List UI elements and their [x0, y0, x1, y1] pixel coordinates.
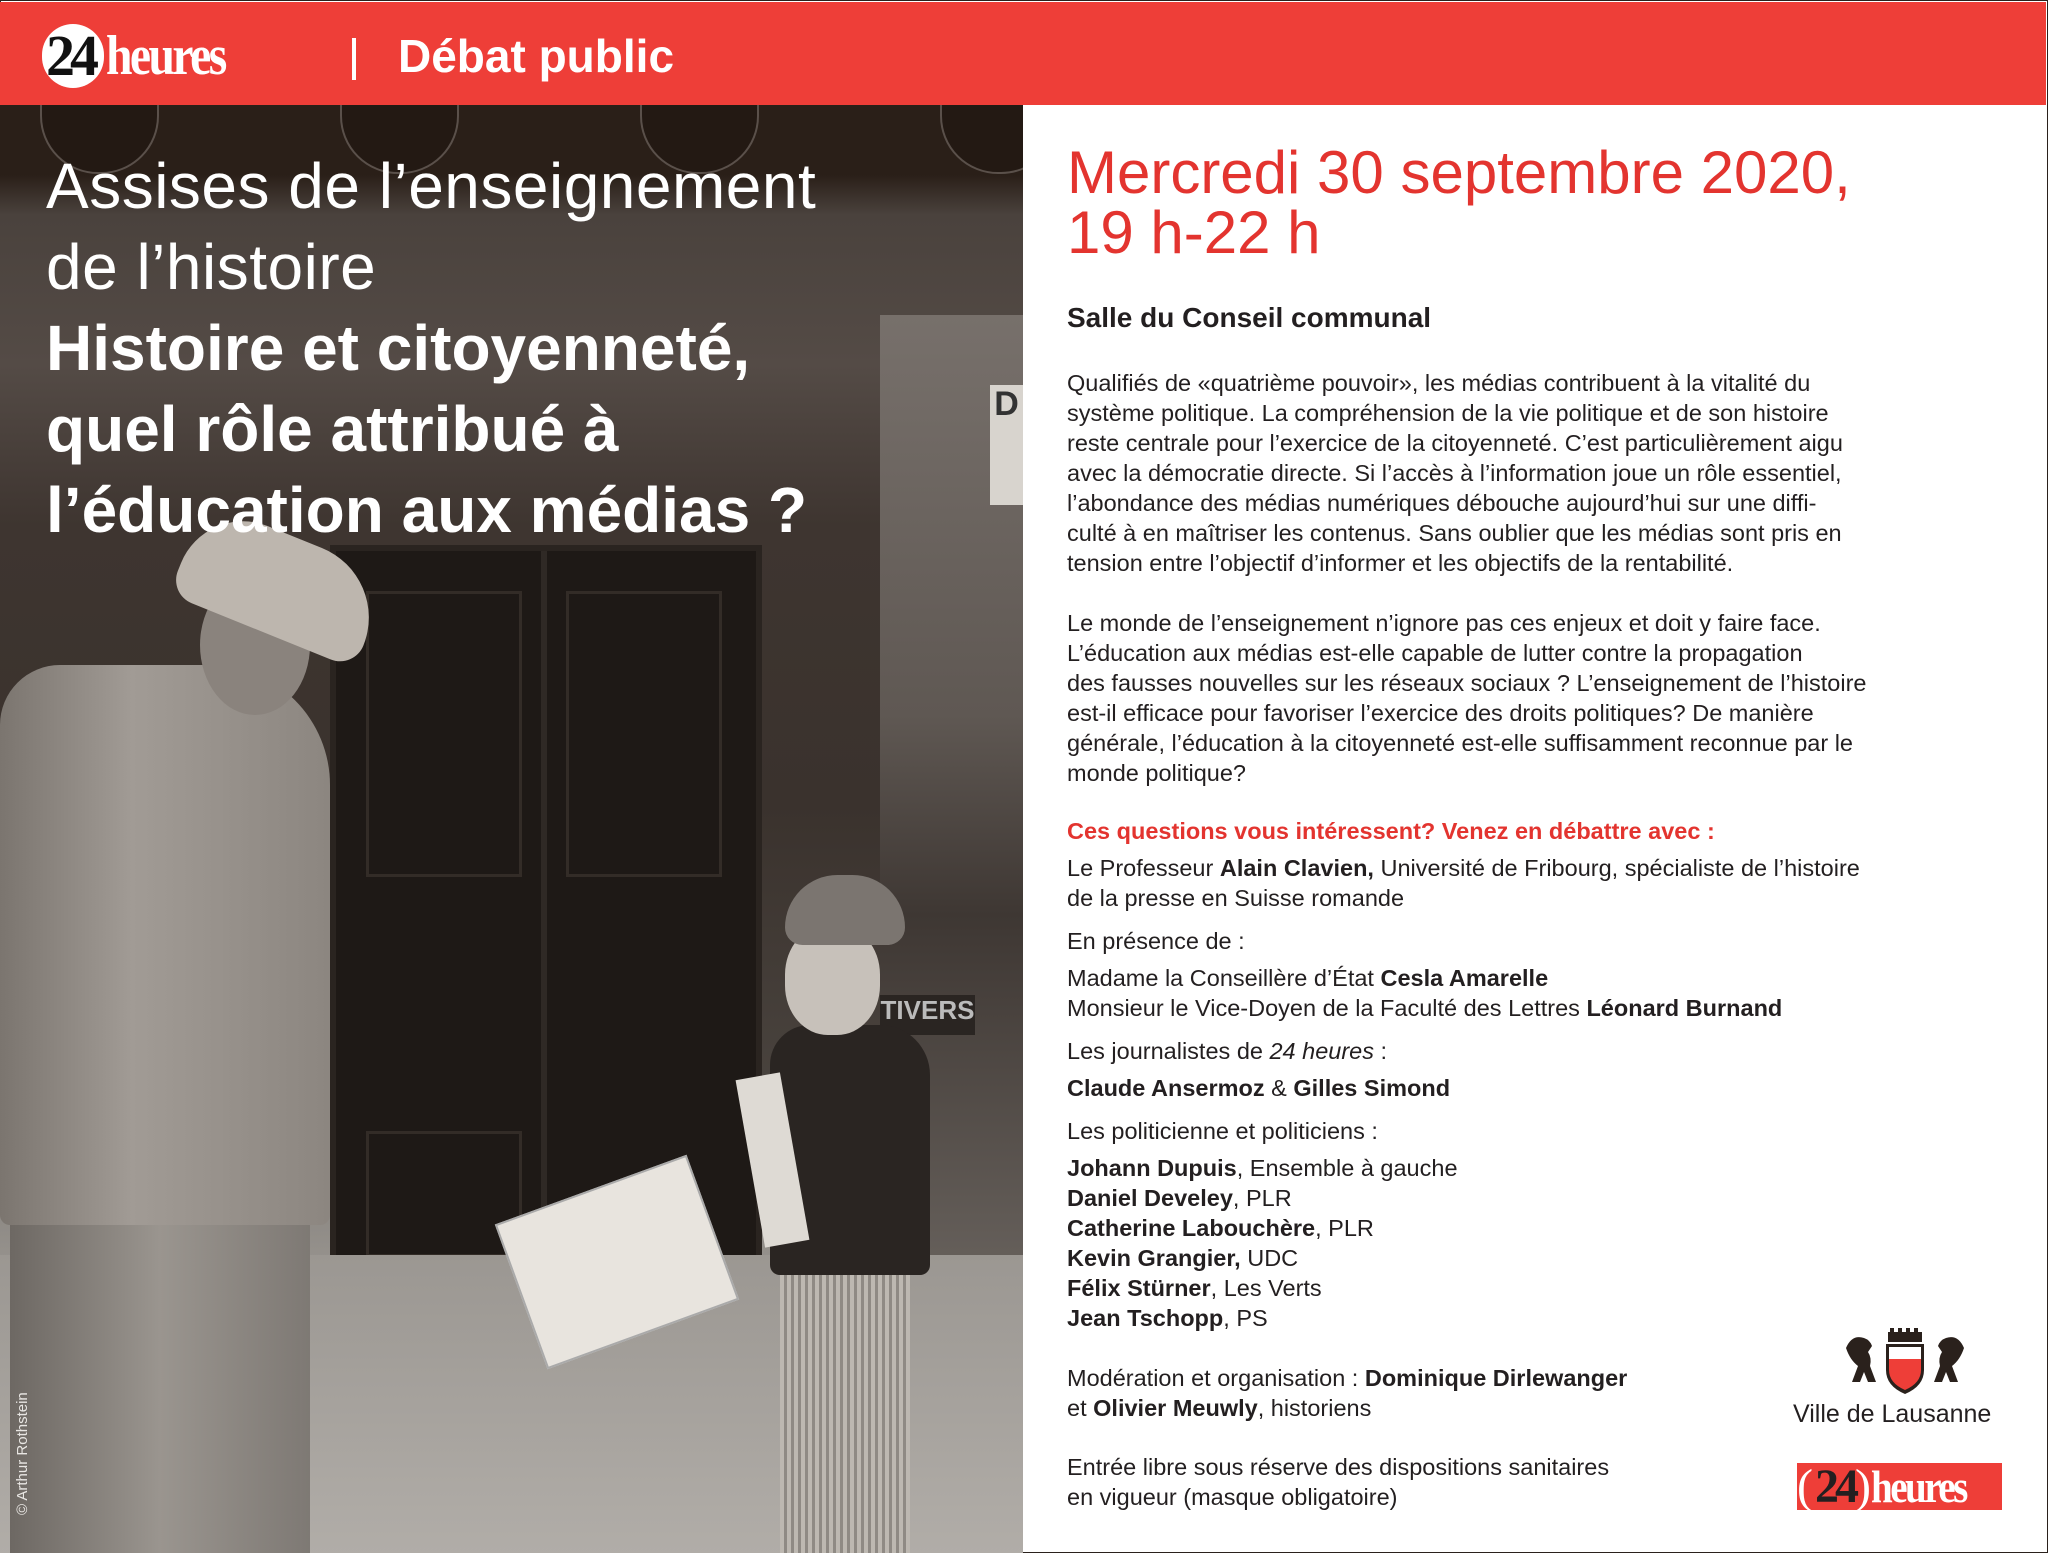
speaker-line: de la presse en Suisse romande: [1067, 885, 1405, 911]
title-line-bold: l’éducation aux médias ?: [46, 474, 808, 546]
hero-title: [46, 146, 1006, 551]
presence-label: En présence de :: [1067, 928, 1245, 954]
text-line: générale, l’éducation à la citoyenneté est-elle suffisamment reconnue par le: [1067, 730, 1853, 756]
guest-title: Monsieur le Vice-Doyen de la Faculté des Lettres: [1067, 995, 1587, 1021]
title-line-bold: Histoire et citoyenneté,: [46, 312, 751, 384]
politician-row: [1067, 1273, 1322, 1303]
date-line: Mercredi 30 septembre 2020,: [1067, 139, 1851, 206]
politician-party: , PLR: [1232, 1185, 1292, 1211]
guest-line: [1067, 963, 1548, 993]
text-line: monde politique?: [1067, 760, 1246, 786]
journalists-label: [1067, 1036, 1387, 1066]
storefront-sign: D: [990, 385, 1023, 505]
label-italic: 24 heures: [1269, 1038, 1375, 1064]
label-text: Modération et organisation :: [1067, 1365, 1365, 1391]
ampersand: &: [1264, 1075, 1294, 1101]
politician-name: Félix Stürner: [1067, 1275, 1211, 1301]
title-line: Assises de l’enseignement: [46, 150, 817, 222]
text-line: Entrée libre sous réserve des dispositions sanitaires: [1067, 1454, 1610, 1480]
storefront-sign: TIVERS: [880, 995, 975, 1035]
text-line: Qualifiés de «quatrième pouvoir», les médias contribuent à la vitalité du: [1067, 370, 1811, 396]
guest-line: [1067, 993, 1782, 1023]
journalist-name: Gilles Simond: [1293, 1075, 1451, 1101]
speaker-title: Le Professeur: [1067, 855, 1220, 881]
text-line: culté à en maîtriser les contenus. Sans oublier que les médias sont pris en: [1067, 520, 1842, 546]
24heures-logo: [42, 24, 246, 88]
logo-word: heures: [106, 25, 225, 87]
title-line-bold: quel rôle attribué à: [46, 393, 619, 465]
moderation-line: [1067, 1363, 1627, 1393]
politician-row: [1067, 1213, 1374, 1243]
politician-party: , PLR: [1315, 1215, 1374, 1241]
callout: Ces questions vous intéressent? Venez en débattre avec :: [1067, 818, 1715, 844]
politician-name: Catherine Labouchère: [1067, 1215, 1316, 1241]
venue: Salle du Conseil communal: [1067, 302, 1432, 333]
journalist-name: Claude Ansermoz: [1067, 1075, 1265, 1101]
journalists-names: [1067, 1073, 1450, 1103]
politician-row: [1067, 1303, 1268, 1333]
event-date: [1067, 139, 1851, 266]
text-line: L’éducation aux médias est-elle capable de lutter contre la propagation: [1067, 640, 1803, 666]
text-line: reste centrale pour l’exercice de la citoyenneté. C’est particulièrement aigu: [1067, 430, 1843, 456]
lausanne-coat-of-arms-icon: [1795, 1328, 2015, 1401]
header-bar: [0, 2, 2046, 105]
text-line: est-il efficace pour favoriser l’exercice des droits politiques? De manière: [1067, 700, 1814, 726]
logo-paren: (: [1797, 1460, 1813, 1513]
politician-row: [1067, 1243, 1298, 1273]
politician-row: [1067, 1183, 1292, 1213]
text-line: avec la démocratie directe. Si l’accès à l’information joue un rôle essentiel,: [1067, 460, 1842, 486]
politician-row: [1067, 1153, 1458, 1183]
ville-de-lausanne-label: Ville de Lausanne: [1793, 1400, 1992, 1428]
text-line: système politique. La compréhension de la vie politique et de son histoire: [1067, 400, 1829, 426]
speaker-affiliation: Université de Fribourg, spécialiste de l’histoire: [1373, 855, 1860, 881]
guest-title: Madame la Conseillère d’État: [1067, 965, 1381, 991]
text-line: l’abondance des médias numériques débouche aujourd’hui sur une diffi-: [1067, 490, 1817, 516]
logo-number: 24: [42, 24, 104, 88]
politician-party: , Les Verts: [1210, 1275, 1322, 1301]
politician-name: Daniel Develey: [1067, 1185, 1233, 1211]
label-text: Les journalistes de: [1067, 1038, 1270, 1064]
logo-number: 24: [1814, 1460, 1855, 1513]
guest-name: Léonard Burnand: [1586, 995, 1783, 1021]
moderation-line: [1067, 1393, 1371, 1423]
politician-party: , Ensemble à gauche: [1236, 1155, 1458, 1181]
section-title: Débat public: [398, 30, 675, 82]
label-text: et: [1067, 1395, 1094, 1421]
politicians-label: Les politicienne et politiciens :: [1067, 1118, 1378, 1144]
politician-name: Johann Dupuis: [1067, 1155, 1237, 1181]
header-separator: [352, 38, 356, 80]
time-line: 19 h-22 h: [1067, 199, 1321, 266]
guest-name: Cesla Amarelle: [1380, 965, 1549, 991]
logo-paren: ): [1854, 1460, 1871, 1513]
label-text: :: [1374, 1038, 1388, 1064]
logo-word: heures: [1870, 1461, 1966, 1512]
politician-name: Kevin Grangier,: [1067, 1245, 1241, 1271]
man-figure: [0, 535, 380, 1553]
politician-party: , PS: [1223, 1305, 1268, 1331]
text-line: Le monde de l’enseignement n’ignore pas ces enjeux et doit y faire face.: [1067, 610, 1821, 636]
photo-credit: © Arthur Rothstein: [14, 1392, 31, 1515]
speaker-line: [1067, 853, 1860, 883]
politician-name: Jean Tschopp: [1067, 1305, 1224, 1331]
moderator-name: Olivier Meuwly: [1093, 1395, 1258, 1421]
text-line: des fausses nouvelles sur les réseaux sociaux ? L’enseignement de l’histoire: [1067, 670, 1867, 696]
24heures-sponsor-logo: [1797, 1460, 2002, 1513]
text-line: tension entre l’objectif d’informer et les objectifs de la rentabilité.: [1067, 550, 1734, 576]
politician-party: UDC: [1240, 1245, 1299, 1271]
text-line: en vigueur (masque obligatoire): [1067, 1484, 1398, 1510]
title-line: de l’histoire: [46, 231, 377, 303]
moderator-name: Dominique Dirlewanger: [1364, 1365, 1628, 1391]
label-text: , historiens: [1257, 1395, 1372, 1421]
speaker-name: Alain Clavien,: [1219, 855, 1374, 881]
